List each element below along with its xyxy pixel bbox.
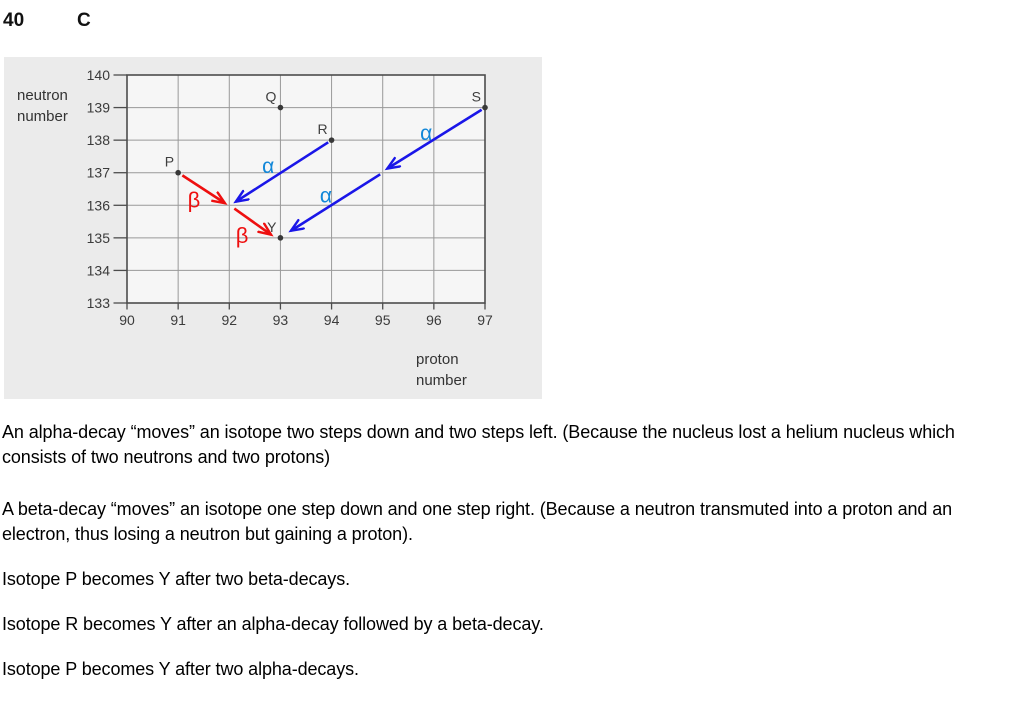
isotope-point-Q <box>278 105 284 111</box>
isotope-point-P <box>175 170 181 176</box>
isotope-label-P: P <box>164 153 175 170</box>
y-tick-label: 139 <box>86 99 110 116</box>
y-tick-label: 137 <box>86 164 110 181</box>
y-tick-label: 135 <box>86 229 110 246</box>
y-tick-label: 134 <box>86 262 110 279</box>
y-axis-title: neutron number <box>17 87 68 125</box>
alpha-decay-label: α <box>262 154 275 178</box>
x-tick-label: 91 <box>170 312 186 328</box>
alpha-decay-label: α <box>420 121 433 145</box>
beta-decay-label: β <box>187 187 201 213</box>
question-number: 40 <box>3 10 25 31</box>
y-tick-label: 133 <box>86 295 110 311</box>
paragraph-beta-decay-rule: A beta-decay “moves” an isotope one step down and one step right. (Because a neutron transmuted into a proton and an electron, thus losing a neutron but gaining a proton). <box>2 499 953 544</box>
decay-chart <box>0 53 560 401</box>
x-tick-label: 95 <box>374 312 391 328</box>
isotope-label-Y: Y <box>267 218 277 235</box>
paragraph-alpha-decay-rule: An alpha-decay “moves” an isotope two steps down and two steps left. (Because the nucleus lost a helium nucleus which consists of two neutrons and two protons) <box>2 422 955 467</box>
plot-area <box>127 75 485 303</box>
isotope-label-S: S <box>471 88 481 105</box>
y-tick-label: 136 <box>86 197 110 214</box>
isotope-point-S <box>482 105 488 111</box>
alpha-decay-label: α <box>319 184 333 208</box>
paragraph-isotope-r: Isotope R becomes Y after an alpha-decay followed by a beta-decay. <box>2 614 544 634</box>
paragraph-isotope-p-alpha: Isotope P becomes Y after two alpha-decays. <box>2 659 359 679</box>
answer-letter: C <box>77 10 91 31</box>
x-tick-label: 94 <box>323 312 340 328</box>
paragraph-isotope-p-beta: Isotope P becomes Y after two beta-decays. <box>2 569 351 589</box>
x-tick-label: 93 <box>272 312 289 328</box>
isotope-point-Y <box>278 235 284 241</box>
isotope-label-Q: Q <box>265 88 277 105</box>
beta-decay-label: β <box>235 222 249 248</box>
isotope-label-R: R <box>317 121 328 138</box>
x-tick-label: 90 <box>119 312 135 328</box>
x-axis-title: proton number <box>416 351 467 389</box>
x-tick-label: 92 <box>221 312 238 328</box>
question-header <box>3 10 91 32</box>
explanation-text <box>2 420 1014 702</box>
y-tick-label: 138 <box>86 132 110 149</box>
isotope-point-R <box>329 137 335 143</box>
x-tick-label: 97 <box>477 312 493 328</box>
x-tick-label: 96 <box>426 312 442 328</box>
y-tick-label: 140 <box>86 67 110 83</box>
